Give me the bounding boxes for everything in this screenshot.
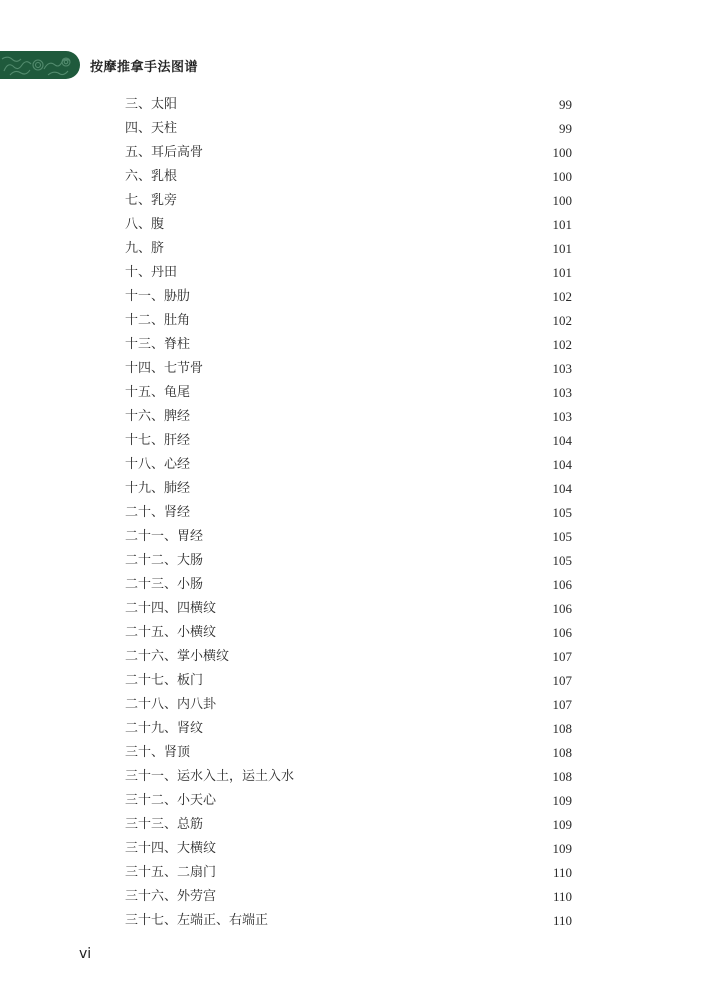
toc-entry-page: 105 bbox=[552, 529, 572, 544]
toc-entry-page: 106 bbox=[552, 625, 572, 640]
toc-entry[interactable] bbox=[125, 165, 572, 189]
toc-entry[interactable] bbox=[125, 693, 572, 717]
toc-entry-title: 六、乳根 bbox=[125, 169, 178, 184]
toc-entry[interactable] bbox=[125, 837, 572, 861]
header-ornament-band bbox=[0, 51, 80, 79]
toc-entry-page: 104 bbox=[552, 457, 572, 472]
toc-entry-title: 七、乳旁 bbox=[125, 193, 178, 208]
toc-entry-title: 二十三、小肠 bbox=[125, 577, 204, 592]
toc-entry[interactable] bbox=[125, 93, 572, 117]
toc-entry-title: 二十一、胃经 bbox=[125, 529, 204, 544]
toc-entry[interactable] bbox=[125, 813, 572, 837]
toc-entry[interactable] bbox=[125, 573, 572, 597]
toc-entry[interactable] bbox=[125, 669, 572, 693]
toc-entry-page: 105 bbox=[552, 553, 572, 568]
toc-entry[interactable] bbox=[125, 381, 572, 405]
toc-entry-title: 二十七、板门 bbox=[125, 673, 204, 688]
toc-entry-page: 99 bbox=[559, 121, 572, 136]
toc-entry[interactable] bbox=[125, 861, 572, 885]
toc-entry-page: 99 bbox=[559, 97, 572, 112]
toc-entry-page: 102 bbox=[552, 313, 572, 328]
toc-entry[interactable] bbox=[125, 645, 572, 669]
toc-entry-page: 103 bbox=[552, 361, 572, 376]
toc-entry-page: 106 bbox=[552, 601, 572, 616]
page-number: vi bbox=[79, 946, 92, 962]
toc-entry[interactable] bbox=[125, 717, 572, 741]
toc-entry-title: 三十二、小天心 bbox=[125, 793, 217, 808]
toc-entry-page: 110 bbox=[552, 889, 572, 904]
toc-entry[interactable] bbox=[125, 429, 572, 453]
toc-entry-title: 十四、七节骨 bbox=[125, 361, 204, 376]
toc-entry-page: 103 bbox=[552, 409, 572, 424]
toc-entry[interactable] bbox=[125, 789, 572, 813]
toc-entry-title: 十六、脾经 bbox=[125, 409, 191, 424]
toc-entry-page: 100 bbox=[552, 145, 572, 160]
toc-entry-page: 108 bbox=[552, 769, 572, 784]
toc-entry-page: 103 bbox=[552, 385, 572, 400]
toc-entry-title: 三十五、二扇门 bbox=[125, 865, 217, 880]
toc-entry[interactable] bbox=[125, 741, 572, 765]
toc-entry-page: 104 bbox=[552, 433, 572, 448]
toc-entry-title: 二十六、掌小横纹 bbox=[125, 649, 230, 664]
toc-entry-title: 十五、龟尾 bbox=[125, 385, 191, 400]
toc-entry[interactable] bbox=[125, 885, 572, 909]
toc-entry-title: 三十、肾顶 bbox=[125, 745, 191, 760]
toc-entry-title: 二十八、内八卦 bbox=[125, 697, 217, 712]
toc-entry[interactable] bbox=[125, 261, 572, 285]
toc-entry-page: 101 bbox=[552, 217, 572, 232]
toc-entry-title: 十一、胁肋 bbox=[125, 289, 191, 304]
toc-entry-page: 110 bbox=[552, 865, 572, 880]
toc-entry-page: 109 bbox=[552, 817, 572, 832]
toc-entry[interactable] bbox=[125, 621, 572, 645]
toc-entry[interactable] bbox=[125, 477, 572, 501]
toc-entry-title: 十二、肚角 bbox=[125, 313, 191, 328]
toc-entry-title: 九、脐 bbox=[125, 241, 165, 256]
toc-entry-title: 四、天柱 bbox=[125, 121, 178, 136]
toc-entry-title: 二十九、肾纹 bbox=[125, 721, 204, 736]
toc-entry-title: 二十五、小横纹 bbox=[125, 625, 217, 640]
toc-entry-page: 102 bbox=[552, 289, 572, 304]
toc-entry[interactable] bbox=[125, 549, 572, 573]
running-header-title: 按摩推拿手法图谱 bbox=[90, 60, 199, 75]
toc-entry-page: 105 bbox=[552, 505, 572, 520]
toc-entry[interactable] bbox=[125, 765, 572, 789]
toc-entry[interactable] bbox=[125, 285, 572, 309]
toc-entry-page: 107 bbox=[552, 649, 572, 664]
toc-entry-title: 十九、肺经 bbox=[125, 481, 191, 496]
toc-entry-page: 107 bbox=[552, 697, 572, 712]
toc-entry-title: 三十四、大横纹 bbox=[125, 841, 217, 856]
toc-entry[interactable] bbox=[125, 189, 572, 213]
toc-entry-title: 十三、脊柱 bbox=[125, 337, 191, 352]
toc-entry-title: 八、腹 bbox=[125, 217, 165, 232]
toc-entry-page: 102 bbox=[552, 337, 572, 352]
toc-entry[interactable] bbox=[125, 237, 572, 261]
toc-entry[interactable] bbox=[125, 597, 572, 621]
toc-entry-page: 108 bbox=[552, 745, 572, 760]
toc-entry-title: 十八、心经 bbox=[125, 457, 191, 472]
toc-entry[interactable] bbox=[125, 213, 572, 237]
toc-entry-title: 十、丹田 bbox=[125, 265, 178, 280]
toc-entry-page: 104 bbox=[552, 481, 572, 496]
toc-entry[interactable] bbox=[125, 309, 572, 333]
toc-entry-page: 110 bbox=[552, 913, 572, 928]
toc-entry-title: 三十七、左端正、右端正 bbox=[125, 913, 269, 928]
toc-entry[interactable] bbox=[125, 405, 572, 429]
toc-entry[interactable] bbox=[125, 501, 572, 525]
toc-entry[interactable] bbox=[125, 909, 572, 933]
toc-entry-title: 二十二、大肠 bbox=[125, 553, 204, 568]
toc-entry-title: 三十三、总筋 bbox=[125, 817, 204, 832]
toc-entry-page: 107 bbox=[552, 673, 572, 688]
toc-entry[interactable] bbox=[125, 525, 572, 549]
toc-entry-title: 五、耳后高骨 bbox=[125, 145, 204, 160]
toc-entry-page: 100 bbox=[552, 193, 572, 208]
toc-entry[interactable] bbox=[125, 333, 572, 357]
toc-entry-page: 108 bbox=[552, 721, 572, 736]
toc-entry-page: 106 bbox=[552, 577, 572, 592]
toc-entry-page: 100 bbox=[552, 169, 572, 184]
toc-entry-page: 101 bbox=[552, 241, 572, 256]
toc-entry-page: 109 bbox=[552, 793, 572, 808]
toc-entry-title: 三十六、外劳宫 bbox=[125, 889, 217, 904]
toc-entry-title: 三、太阳 bbox=[125, 97, 178, 112]
toc-entry-page: 109 bbox=[552, 841, 572, 856]
toc-entry-title: 二十、肾经 bbox=[125, 505, 191, 520]
toc-entry[interactable] bbox=[125, 357, 572, 381]
toc-entry-title: 三十一、运水入土，运土入水 bbox=[125, 769, 295, 784]
toc-entry-title: 二十四、四横纹 bbox=[125, 601, 217, 616]
toc-entry[interactable] bbox=[125, 453, 572, 477]
cloud-pattern-icon bbox=[0, 51, 80, 79]
toc-entry-page: 101 bbox=[552, 265, 572, 280]
toc-entry-title: 十七、肝经 bbox=[125, 433, 191, 448]
table-of-contents bbox=[125, 93, 572, 933]
toc-entry[interactable] bbox=[125, 117, 572, 141]
toc-entry[interactable] bbox=[125, 141, 572, 165]
